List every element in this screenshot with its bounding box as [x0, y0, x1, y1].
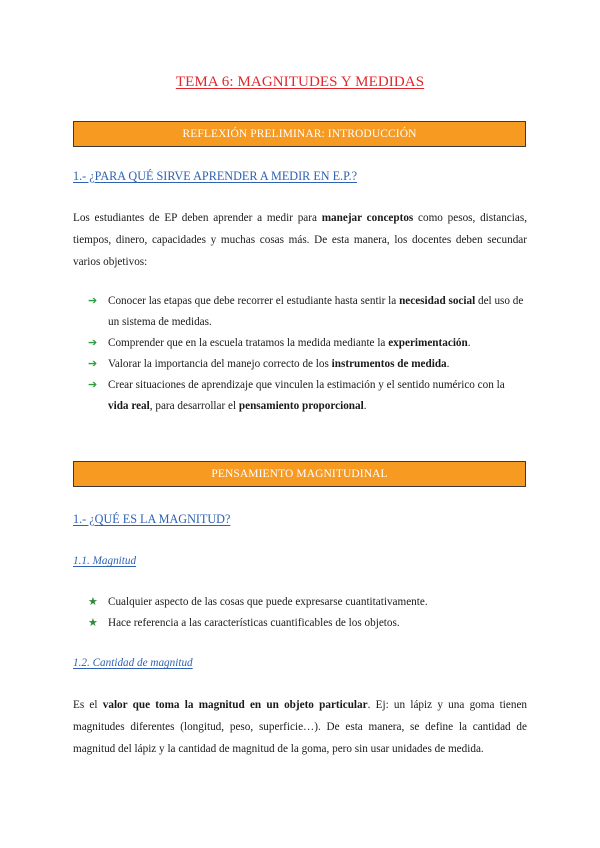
- section-heading-que-es-magnitud: 1.- ¿QUÉ ES LA MAGNITUD?: [73, 512, 231, 526]
- subheading-magnitud: 1.1. Magnitud: [73, 555, 137, 567]
- item-text: Valorar la importancia del manejo correcto de los: [108, 358, 332, 370]
- item-bold: pensamiento proporcional: [238, 400, 364, 412]
- intro-bold-1: manejar conceptos: [321, 212, 414, 224]
- list-item: [88, 592, 528, 613]
- star-icon: ★: [88, 596, 98, 608]
- item-bold: vida real: [108, 400, 150, 412]
- para-text-1: Es el: [73, 699, 103, 711]
- item-bold: necesidad social: [399, 295, 476, 307]
- cantidad-paragraph: [73, 694, 527, 760]
- arrow-right-icon: ➔: [88, 337, 98, 349]
- objectives-list: [88, 291, 528, 417]
- intro-text-1: Los estudiantes de EP deben aprender a medir para: [73, 212, 322, 224]
- item-text: .: [363, 400, 367, 412]
- item-text: Comprender que en la escuela tratamos la medida mediante la: [108, 337, 389, 349]
- item-text: Crear situaciones de aprendizaje que vinculen la estimación y el sentido numérico con la: [108, 379, 505, 391]
- arrow-right-icon: ➔: [88, 358, 98, 370]
- arrow-right-icon: ➔: [88, 379, 98, 391]
- list-item: [88, 333, 528, 354]
- para-bold-1: valor que toma la magnitud en un objeto particular: [102, 699, 368, 711]
- magnitud-list: [88, 592, 528, 634]
- para-text-2: . Ej: un lápiz y una goma tienen magnitudes diferentes (longitud, peso, superficie…). De esta manera, se define la cantidad de magnitud del lápiz y la cantidad de magnitud de la goma, pero sin usar unidades de medida.: [73, 699, 528, 755]
- list-item: [88, 375, 528, 417]
- subheading-cantidad-magnitud: 1.2. Cantidad de magnitud: [73, 657, 193, 669]
- section-banner-introduccion: REFLEXIÓN PRELIMINAR: INTRODUCCIÓN: [73, 121, 526, 147]
- intro-paragraph: [73, 207, 527, 273]
- list-item: [88, 354, 528, 375]
- list-item: [88, 613, 528, 634]
- section-banner-pensamiento: PENSAMIENTO MAGNITUDINAL: [73, 461, 526, 487]
- item-bold: experimentación: [388, 337, 468, 349]
- item-text: del uso de un sistema de medidas.: [108, 295, 524, 328]
- item-bold: instrumentos de medida: [331, 358, 447, 370]
- list-item: [88, 291, 528, 333]
- item-text: , para desarrollar el: [149, 400, 239, 412]
- item-text: Cualquier aspecto de las cosas que puede expresarse cuantitativamente.: [108, 596, 428, 608]
- section-heading-para-que-medir: 1.- ¿PARA QUÉ SIRVE APRENDER A MEDIR EN E.P.?: [73, 169, 357, 183]
- intro-text-2: como pesos, distancias, tiempos, dinero, capacidades y muchas cosas más. De esta manera, los docentes deben secundar varios objetivos:: [73, 212, 527, 268]
- item-text: Conocer las etapas que debe recorrer el estudiante hasta sentir la: [108, 295, 400, 307]
- item-text: .: [467, 337, 471, 349]
- item-text: .: [446, 358, 450, 370]
- item-text: Hace referencia a las características cuantificables de los objetos.: [108, 617, 400, 629]
- page-title: TEMA 6: MAGNITUDES Y MEDIDAS: [175, 74, 425, 90]
- arrow-right-icon: ➔: [88, 295, 98, 307]
- star-icon: ★: [88, 617, 98, 629]
